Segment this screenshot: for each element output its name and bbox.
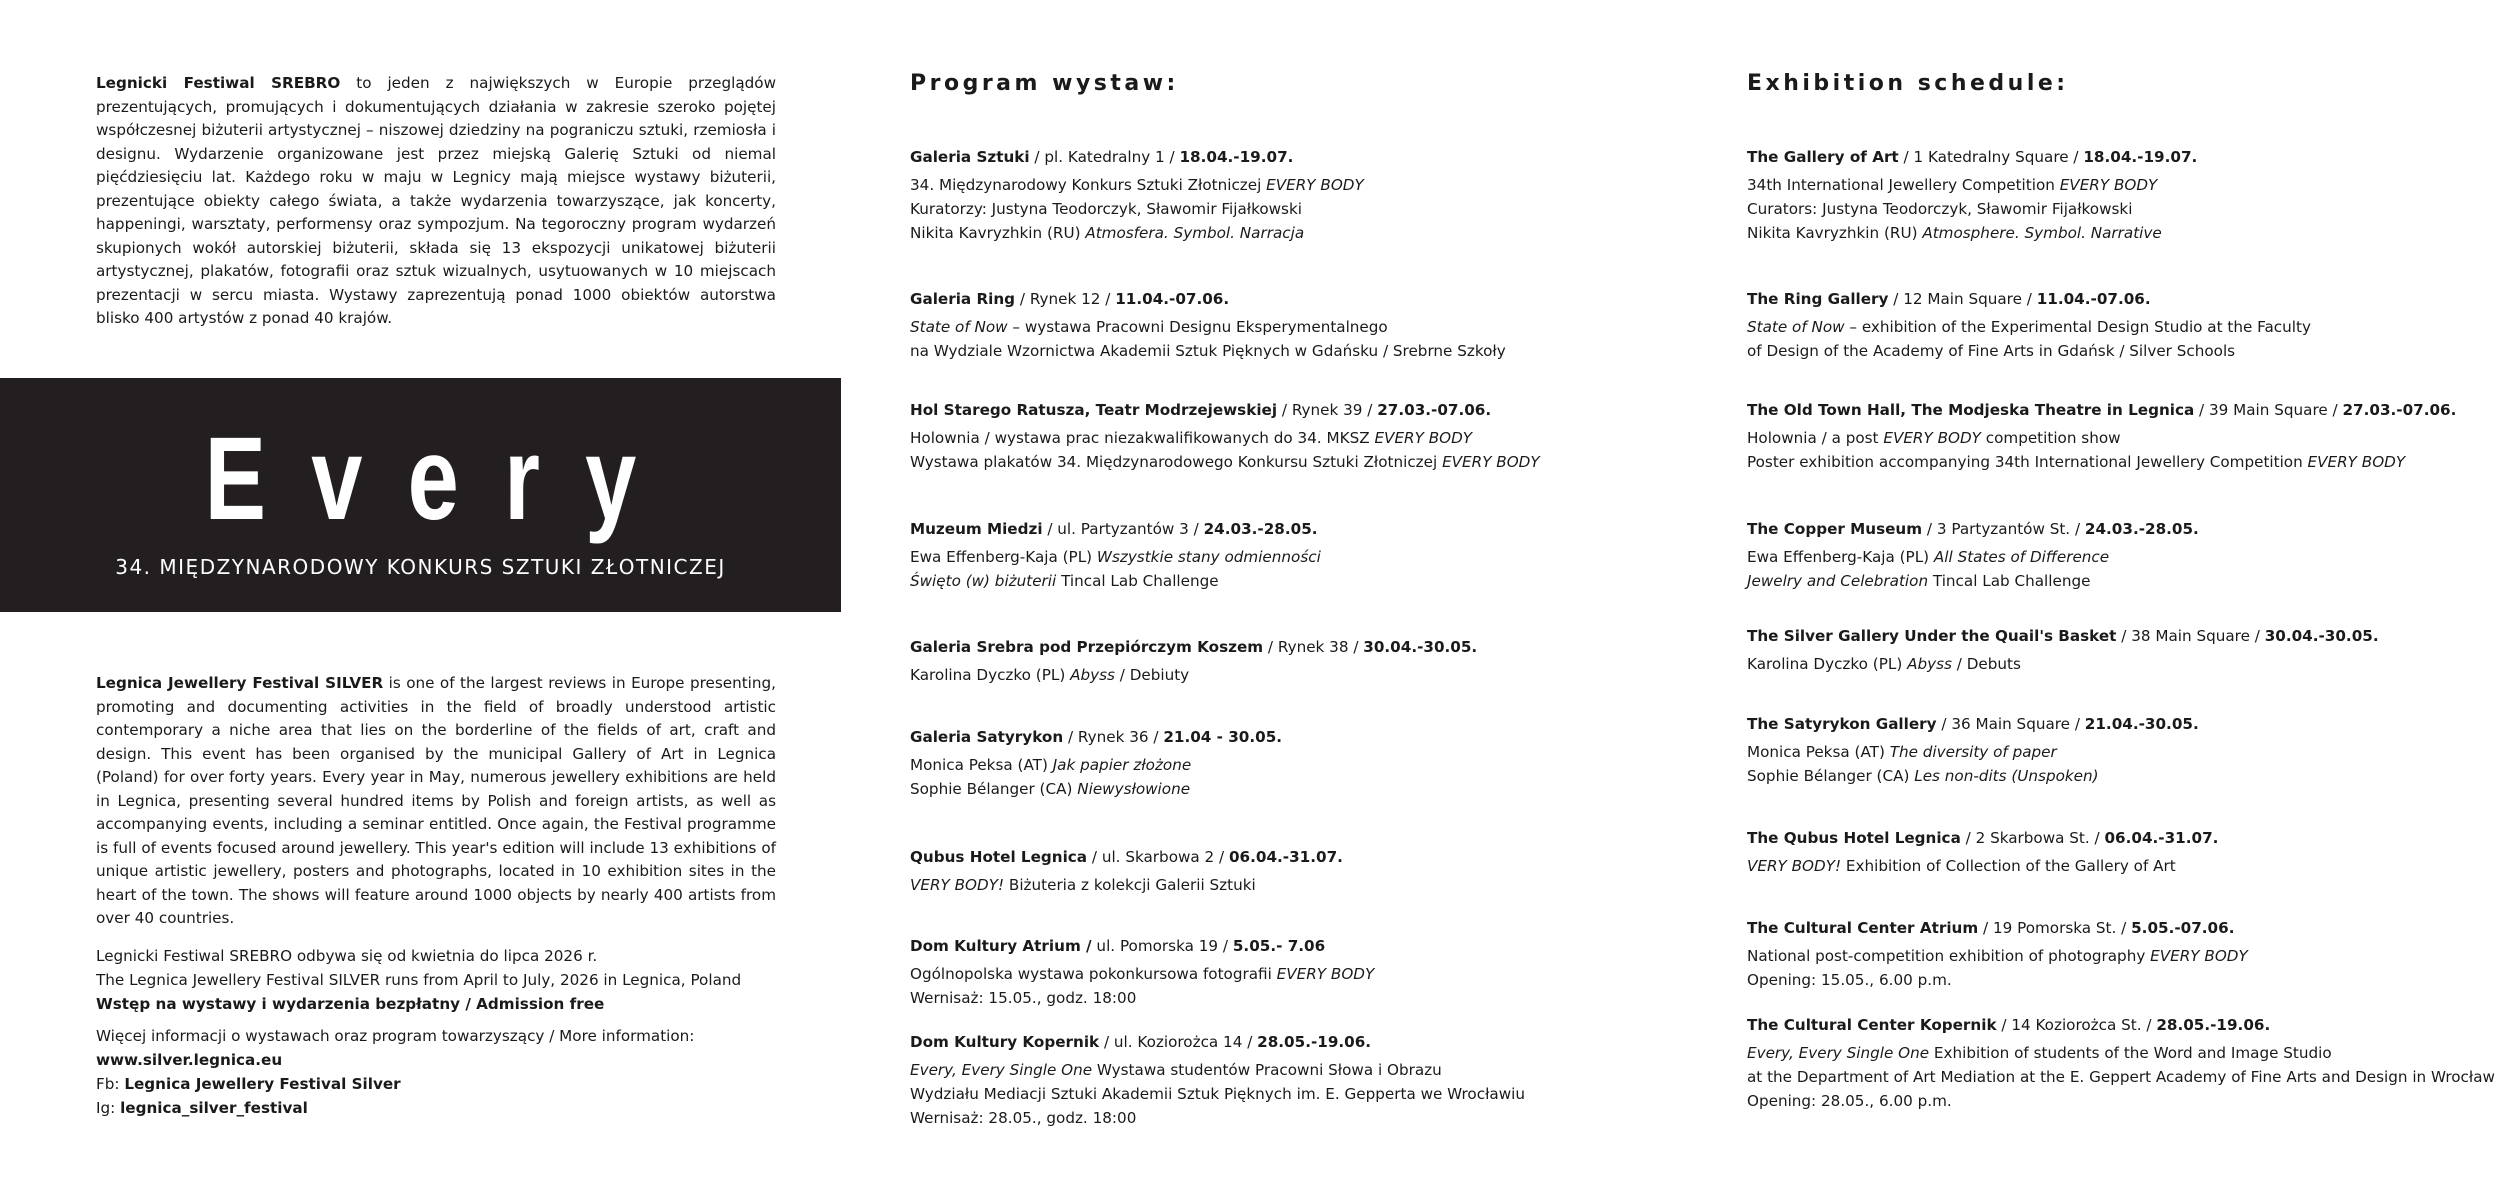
detail-title: Jewelry and Celebration (1747, 572, 1929, 590)
schedule-entry (910, 934, 1374, 1010)
entry-detail-line (1747, 545, 2199, 569)
intro-english-body: is one of the largest reviews in Europe presenting, promoting and documenting activities in the field of broadly understood artistic contemporary a niche area that lies on the borderline of the fields of art, craft and design. This event has been organised by the municipal Gallery of Art in Legnica (Poland) for over forty years. Every year in May, numerous jewellery exhibitions are held in Legnica, presenting several hundred items by Polish and foreign artists, as well as accompanying events, including a seminar entitled. Once again, the Festival programme is full of events focused around jewellery. This year's edition will include 13 exhibitions of unique artistic jewellery, posters and photographs, located in 10 exhibition sites in the heart of the town. The shows will feature around 1000 objects by nearly 400 artists from over 40 countries. (96, 674, 776, 927)
entry-detail-line (1747, 197, 2197, 221)
entry-detail-line (1747, 740, 2199, 764)
entry-detail-line (910, 1106, 1525, 1130)
entry-detail-line (1747, 450, 2456, 474)
venue-address: / 3 Partyzantów St. / (1922, 520, 2085, 538)
entry-header (1747, 287, 2311, 311)
entry-detail-line (910, 873, 1343, 897)
entry-detail-line (910, 197, 1364, 221)
entry-detail-line (910, 777, 1282, 801)
entry-detail-line (1747, 968, 2248, 992)
detail-title: EVERY BODY (1442, 453, 1540, 471)
detail-title: State of Now (1747, 318, 1845, 336)
schedule-entry (1747, 1013, 2495, 1113)
entry-header (1747, 1013, 2495, 1037)
detail-title: VERY BODY! (1747, 857, 1842, 875)
entry-header (910, 635, 1477, 659)
detail-text: Curators: Justyna Teodorczyk, Sławomir Fijałkowski (1747, 200, 2133, 218)
detail-text: Sophie Bélanger (CA) (910, 780, 1078, 798)
detail-title: EVERY BODY (2307, 453, 2406, 471)
venue-address: / 36 Main Square / (1936, 715, 2085, 733)
exhibition-dates: 28.05.-19.06. (1257, 1033, 1372, 1051)
venue-name: Galeria Srebra pod Przepiórczym Koszem (910, 638, 1264, 656)
detail-text: Ewa Effenberg-Kaja (PL) (1747, 548, 1934, 566)
entry-detail-line (910, 1082, 1525, 1106)
detail-title: Święto (w) biżuterii (910, 572, 1057, 590)
detail-text: at the Department of Art Mediation at the E. Geppert Academy of Fine Arts and Design in Wrocław (1747, 1068, 2495, 1086)
exhibition-dates: 5.05.- 7.06 (1232, 937, 1326, 955)
entry-header (910, 398, 1540, 422)
detail-text: Karolina Dyczko (PL) (910, 666, 1071, 684)
detail-text: Holownia / a post (1747, 429, 1884, 447)
exhibition-dates: 21.04.-30.05. (2084, 715, 2199, 733)
venue-address: / Rynek 36 / (1063, 728, 1164, 746)
venue-name: The Satyrykon Gallery (1747, 715, 1937, 733)
exhibition-dates: 11.04.-07.06. (2036, 290, 2151, 308)
entry-detail-line (1747, 764, 2199, 788)
entry-header (1747, 517, 2199, 541)
exhibition-dates: 27.03.-07.06. (2342, 401, 2457, 419)
exhibition-dates: 06.04.-31.07. (2104, 829, 2219, 847)
venue-name: Qubus Hotel Legnica (910, 848, 1088, 866)
schedule-entry (1747, 916, 2248, 992)
venue-name: Dom Kultury Kopernik (910, 1033, 1100, 1051)
detail-text: Nikita Kavryzhkin (RU) (1747, 224, 1923, 242)
entry-header (1747, 398, 2456, 422)
entry-detail-line (1747, 315, 2311, 339)
entry-header (910, 287, 1506, 311)
detail-text: Ogólnopolska wystawa pokonkursowa fotografii (910, 965, 1277, 983)
entry-detail-line (1747, 1065, 2495, 1089)
detail-title: EVERY BODY (1883, 429, 1981, 447)
info-dates-en: The Legnica Jewellery Festival SILVER runs from April to July, 2026 in Legnica, Poland (96, 971, 742, 989)
schedule-entry (1747, 517, 2199, 593)
entry-detail-line (910, 753, 1282, 777)
entry-detail-line (910, 545, 1321, 569)
detail-text: Tincal Lab Challenge (1056, 572, 1219, 590)
intro-polish (96, 72, 776, 331)
exhibition-dates: 11.04.-07.06. (1115, 290, 1230, 308)
detail-text: Sophie Bélanger (CA) (1747, 767, 1915, 785)
detail-text: Wernisaż: 28.05., godz. 18:00 (910, 1109, 1137, 1127)
detail-title: The diversity of paper (1889, 743, 2057, 761)
venue-address: / ul. Koziorożca 14 / (1099, 1033, 1258, 1051)
entry-detail-line (910, 986, 1374, 1010)
exhibition-dates: 27.03.-07.06. (1377, 401, 1492, 419)
venue-address: / Rynek 12 / (1015, 290, 1116, 308)
entry-header (910, 725, 1282, 749)
admission-info: Wstęp na wystawy i wydarzenia bezpłatny / Admission free (96, 995, 605, 1013)
detail-text: – exhibition of the Experimental Design Studio at the Faculty (1844, 318, 2311, 336)
detail-text: Poster exhibition accompanying 34th International Jewellery Competition (1747, 453, 2308, 471)
program-heading-polish: Program wystaw: (910, 71, 1179, 96)
entry-detail-line (910, 173, 1364, 197)
detail-text: competition show (1980, 429, 2121, 447)
detail-title: Every, Every Single One (1747, 1044, 1930, 1062)
detail-text: Exhibition of students of the Word and Image Studio (1929, 1044, 2332, 1062)
venue-name: The Silver Gallery Under the Quail's Basket (1747, 627, 2117, 645)
entry-detail-line (1747, 1089, 2495, 1113)
venue-name: The Copper Museum (1747, 520, 1923, 538)
venue-name: Hol Starego Ratusza, Teatr Modrzejewskiej (910, 401, 1278, 419)
entry-detail-line (910, 426, 1540, 450)
detail-text: Monica Peksa (AT) (1747, 743, 1890, 761)
venue-address: / 12 Main Square / (1888, 290, 2037, 308)
venue-address: / 38 Main Square / (2116, 627, 2265, 645)
venue-name: The Ring Gallery (1747, 290, 1889, 308)
entry-detail-line (1747, 221, 2197, 245)
venue-address: / 2 Skarbowa St. / (1960, 829, 2105, 847)
exhibition-dates: 18.04.-19.07. (2083, 148, 2198, 166)
schedule-entry (910, 725, 1282, 801)
entry-header (1747, 145, 2197, 169)
detail-text: Kuratorzy: Justyna Teodorczyk, Sławomir Fijałkowski (910, 200, 1302, 218)
entry-detail-line (910, 221, 1364, 245)
entry-detail-line (910, 1058, 1525, 1082)
detail-text: / Debiuty (1114, 666, 1190, 684)
exhibition-dates: 24.03.-28.05. (2084, 520, 2199, 538)
venue-address: / 1 Katedralny Square / (1898, 148, 2084, 166)
detail-text: Exhibition of Collection of the Gallery of Art (1841, 857, 2176, 875)
detail-text: Biżuteria z kolekcji Galerii Sztuki (1004, 876, 1256, 894)
detail-text: – wystawa Pracowni Designu Eksperymentalnego (1007, 318, 1388, 336)
detail-text: Holownia / wystawa prac niezakwalifikowanych do 34. MKSZ (910, 429, 1375, 447)
detail-title: EVERY BODY (1374, 429, 1473, 447)
entry-header (910, 934, 1374, 958)
venue-address: / Rynek 38 / (1263, 638, 1364, 656)
entry-detail-line (1747, 173, 2197, 197)
detail-text: Monica Peksa (AT) (910, 756, 1053, 774)
venue-address: / Rynek 39 / (1277, 401, 1378, 419)
intro-polish-body: to jeden z największych w Europie przeglądów prezentujących, promujących i dokumentujących działania w zakresie szeroko pojętej współczesnej biżuterii artystycznej – niszowej dziedziny na pograniczu sztuki, rzemiosła i designu. Wydarzenie organizowane jest przez miejską Galerię Sztuki od niemal pięćdziesięciu lat. Każdego roku w maju w Legnicy mają miejsce wystawy biżuterii, prezentujące obiekty całego świata, a także wydarzenia towarzyszące, jak koncerty, happeningi, warsztaty, performensy oraz sympozjum. Na tegoroczny program wydarzeń skupionych wokół autorskiej biżuterii, składa się 13 ekspozycji unikatowej biżuterii artystycznej, plakatów, fotografii oraz sztuk wizualnych, usytuowanych w 10 miejscach prezentacji w sercu miasta. Wystawy zaprezentują ponad 1000 obiektów autorstwa blisko 400 artystów z ponad 40 krajów. (96, 74, 776, 327)
entry-detail-line (1747, 426, 2456, 450)
entry-detail-line (1747, 944, 2248, 968)
venue-address: ul. Pomorska 19 / (1091, 937, 1233, 955)
detail-title: Every, Every Single One (910, 1061, 1093, 1079)
venue-address: / ul. Partyzantów 3 / (1042, 520, 1204, 538)
entry-header (910, 845, 1343, 869)
detail-text: Wernisaż: 15.05., godz. 18:00 (910, 989, 1137, 1007)
venue-address: / 14 Koziorożca St. / (1996, 1016, 2157, 1034)
exhibition-dates: 30.04.-30.05. (2264, 627, 2379, 645)
detail-text: Nikita Kavryzhkin (RU) (910, 224, 1086, 242)
detail-text: National post-competition exhibition of photography (1747, 947, 2151, 965)
detail-title: Atmosphere. Symbol. Narrative (1922, 224, 2162, 242)
detail-title: EVERY BODY (1276, 965, 1375, 983)
instagram-line: Ig: legnica_silver_festival (96, 1099, 308, 1117)
detail-text: of Design of the Academy of Fine Arts in Gdańsk / Silver Schools (1747, 342, 2236, 360)
schedule-entry (910, 398, 1540, 474)
detail-text: Ewa Effenberg-Kaja (PL) (910, 548, 1097, 566)
exhibition-dates: 21.04 - 30.05. (1163, 728, 1283, 746)
detail-text: Tincal Lab Challenge (1928, 572, 2091, 590)
venue-name: The Old Town Hall, The Modjeska Theatre in Legnica (1747, 401, 2195, 419)
detail-title: EVERY BODY (2150, 947, 2248, 965)
entry-header (1747, 916, 2248, 940)
exhibition-dates: 24.03.-28.05. (1203, 520, 1318, 538)
detail-title: EVERY BODY (1266, 176, 1364, 194)
banner-title: Every (204, 413, 682, 545)
detail-title: All States of Difference (1933, 548, 2110, 566)
detail-title: Abyss (1907, 655, 1952, 673)
detail-title: Abyss (1070, 666, 1115, 684)
intro-english-lead: Legnica Jewellery Festival SILVER (96, 674, 384, 692)
detail-text: 34th International Jewellery Competition (1747, 176, 2060, 194)
festival-info (96, 944, 796, 1120)
entry-detail-line (1747, 339, 2311, 363)
detail-title: Les non-dits (Unspoken) (1914, 767, 2099, 785)
venue-address: / 39 Main Square / (2194, 401, 2343, 419)
entry-detail-line (910, 450, 1540, 474)
exhibition-dates: 28.05.-19.06. (2156, 1016, 2271, 1034)
program-heading-english: Exhibition schedule: (1747, 71, 2069, 96)
exhibition-dates: 06.04.-31.07. (1228, 848, 1343, 866)
detail-title: Niewysłowione (1077, 780, 1191, 798)
entry-detail-line (910, 339, 1506, 363)
detail-text: Opening: 28.05., 6.00 p.m. (1747, 1092, 1952, 1110)
entry-header (910, 1030, 1525, 1054)
schedule-entry (1747, 826, 2218, 878)
entry-detail-line (910, 569, 1321, 593)
entry-detail-line (1747, 854, 2218, 878)
venue-name: Muzeum Miedzi (910, 520, 1043, 538)
schedule-entry (1747, 624, 2379, 676)
entry-header (1747, 624, 2379, 648)
schedule-entry (910, 1030, 1525, 1130)
facebook-line: Fb: Legnica Jewellery Festival Silver (96, 1075, 401, 1093)
entry-detail-line (1747, 1041, 2495, 1065)
entry-detail-line (910, 663, 1477, 687)
schedule-entry (910, 287, 1506, 363)
venue-address: / ul. Skarbowa 2 / (1087, 848, 1229, 866)
detail-title: EVERY BODY (2059, 176, 2158, 194)
detail-title: VERY BODY! (910, 876, 1005, 894)
entry-detail-line (910, 962, 1374, 986)
venue-address: / 19 Pomorska St. / (1978, 919, 2132, 937)
info-dates-pl: Legnicki Festiwal SREBRO odbywa się od kwietnia do lipca 2026 r. (96, 947, 598, 965)
exhibition-dates: 18.04.-19.07. (1179, 148, 1294, 166)
venue-name: Galeria Satyrykon (910, 728, 1064, 746)
more-info-label: Więcej informacji o wystawach oraz program towarzyszący / More information: (96, 1027, 695, 1045)
detail-text: Wystawa plakatów 34. Międzynarodowego Konkursu Sztuki Złotniczej (910, 453, 1443, 471)
detail-title: Atmosfera. Symbol. Narracja (1085, 224, 1305, 242)
venue-name: The Qubus Hotel Legnica (1747, 829, 1961, 847)
schedule-entry (910, 145, 1364, 245)
schedule-entry (1747, 712, 2199, 788)
detail-text: Opening: 15.05., 6.00 p.m. (1747, 971, 1952, 989)
exhibition-dates: 5.05.-07.06. (2131, 919, 2235, 937)
venue-name: Galeria Sztuki (910, 148, 1030, 166)
entry-header (910, 145, 1364, 169)
entry-header (1747, 826, 2218, 850)
exhibition-dates: 30.04.-30.05. (1363, 638, 1478, 656)
schedule-entry (1747, 145, 2197, 245)
detail-title: Wszystkie stany odmienności (1096, 548, 1321, 566)
entry-header (1747, 712, 2199, 736)
instagram-link[interactable]: legnica_silver_festival (120, 1099, 308, 1117)
entry-header (910, 517, 1321, 541)
entry-detail-line (1747, 652, 2379, 676)
intro-english (96, 672, 776, 931)
venue-address: / pl. Katedralny 1 / (1029, 148, 1180, 166)
entry-detail-line (1747, 569, 2199, 593)
title-banner (0, 378, 841, 612)
detail-title: State of Now (910, 318, 1008, 336)
facebook-link[interactable]: Legnica Jewellery Festival Silver (124, 1075, 401, 1093)
venue-name: Galeria Ring (910, 290, 1016, 308)
detail-text: / Debuts (1951, 655, 2021, 673)
intro-polish-lead: Legnicki Festiwal SREBRO (96, 74, 341, 92)
schedule-entry (910, 635, 1477, 687)
detail-text: na Wydziale Wzornictwa Akademii Sztuk Pięknych w Gdańsku / Srebrne Szkoły (910, 342, 1506, 360)
schedule-entry (910, 845, 1343, 897)
detail-text: Wydziału Mediacji Sztuki Akademii Sztuk Pięknych im. E. Gepperta we Wrocławiu (910, 1085, 1525, 1103)
detail-title: Jak papier złożone (1052, 756, 1192, 774)
schedule-entry (1747, 398, 2456, 474)
detail-text: 34. Międzynarodowy Konkurs Sztuki Złotniczej (910, 176, 1267, 194)
venue-name: The Cultural Center Atrium (1747, 919, 1979, 937)
schedule-entry (1747, 287, 2311, 363)
schedule-entry (910, 517, 1321, 593)
detail-text: Karolina Dyczko (PL) (1747, 655, 1908, 673)
website-link[interactable]: www.silver.legnica.eu (96, 1051, 283, 1069)
entry-detail-line (910, 315, 1506, 339)
banner-subtitle: 34. MIĘDZYNARODOWY KONKURS SZTUKI ZŁOTNICZEJ (115, 555, 726, 579)
venue-name: Dom Kultury Atrium / (910, 937, 1092, 955)
venue-name: The Cultural Center Kopernik (1747, 1016, 1997, 1034)
venue-name: The Gallery of Art (1747, 148, 1899, 166)
detail-text: Wystawa studentów Pracowni Słowa i Obrazu (1092, 1061, 1442, 1079)
